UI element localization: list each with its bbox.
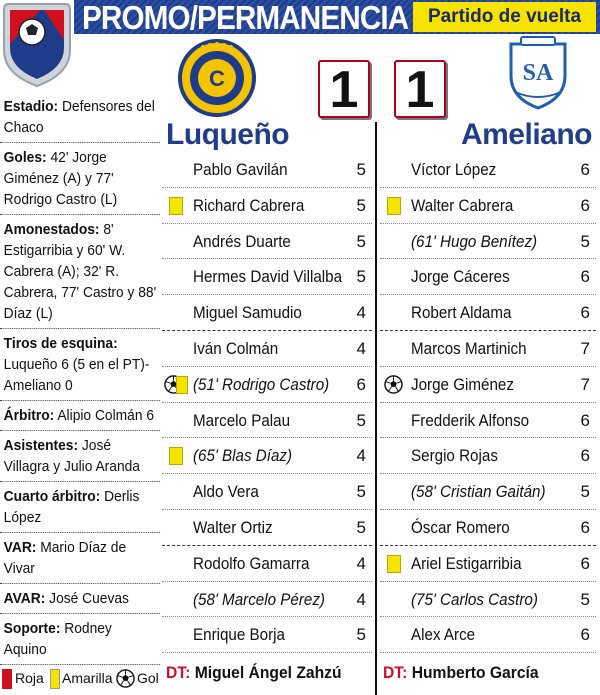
player-row [380,224,596,260]
player-row [380,188,596,224]
player-rating: 5 [356,160,366,179]
player-name: Aldo Vera [193,483,259,502]
info-block [0,143,160,215]
info-text: Mario Díaz de Vivar [3,539,127,577]
info-block [0,533,160,584]
player-name: Robert Aldama [411,304,512,323]
player-row [162,224,372,260]
player-row [162,152,372,188]
player-name: Andrés Duarte [193,232,291,251]
player-rating: 6 [580,625,590,645]
player-row [380,367,596,403]
player-rating: 4 [356,589,366,609]
yellow-card-icon [387,197,401,215]
info-label: AVAR: [3,590,46,607]
info-text: Luqueño 6 (5 en el PT)- Ameliano 0 [3,356,150,394]
player-name: Richard Cabrera [193,196,305,215]
yellow-card-icon [176,376,188,394]
away-coach [383,663,539,683]
player-name: Jorge Cáceres [411,268,510,287]
info-label: Árbitro: [3,407,55,424]
player-rating: 5 [356,482,366,502]
player-row [380,582,596,618]
info-block [0,92,160,143]
player-name: (51' Rodrigo Castro) [193,375,330,394]
player-row [380,403,596,439]
player-rating: 4 [356,446,366,466]
info-text: Defensores del Chaco [3,98,155,136]
player-row [380,152,596,188]
player-name: Miguel Samudio [193,304,302,323]
coach-name: Humberto García [411,663,539,682]
player-rating: 7 [580,374,590,394]
info-text: Alipio Colmán 6 [54,407,155,424]
player-rating: 6 [580,517,590,537]
info-label: VAR: [3,539,37,556]
yellow-card-icon [169,447,183,465]
red-card-icon [2,669,12,689]
ameliano-crest-icon [507,36,569,110]
coach-label: DT: [383,663,408,682]
info-label: Estadio: [3,98,59,115]
info-label: Goles: [3,149,47,166]
player-rating: 4 [356,553,366,573]
player-rating: 5 [356,410,366,430]
coach-name: Miguel Ángel Zahzú [194,663,342,682]
player-name: Enrique Borja [193,626,285,645]
info-label: Soporte: [3,620,61,637]
player-name: Rodolfo Gamarra [193,554,310,573]
info-label: Asistentes: [3,437,79,454]
info-text: 42' Jorge Giménez (A) y 77' Rodrigo Castro (L) [3,149,118,208]
player-row [380,474,596,510]
info-block [0,482,160,533]
player-row [162,367,372,403]
player-rating: 5 [356,267,366,287]
legend [0,662,162,695]
player-rating: 5 [580,589,590,609]
player-row [162,438,372,474]
apf-logo [0,0,74,88]
home-team-name: Luqueño [166,118,290,151]
player-name: Víctor López [411,161,497,179]
player-row [162,331,372,367]
home-lineup [162,152,372,653]
player-rating: 6 [580,195,590,215]
player-rating: 6 [580,446,590,466]
info-block [0,431,160,482]
column-divider [375,122,377,695]
player-name: Walter Ortiz [193,518,273,537]
player-rating: 6 [580,410,590,430]
player-row [162,474,372,510]
away-team-name: Ameliano [460,118,592,151]
player-name: (58' Cristian Gaitán) [411,483,546,502]
player-rating: 7 [580,338,590,358]
home-score: 1 [318,60,370,118]
player-rating: 4 [356,338,366,358]
player-rating: 5 [356,195,366,215]
luqueno-crest-icon [178,38,256,118]
info-label: Tiros de esquina: [3,335,118,352]
player-name: Hermes David Villalba [193,268,343,287]
home-coach [166,663,342,683]
player-row [162,617,372,653]
coach-label: DT: [166,663,191,682]
player-name: Alex Arce [411,626,476,645]
player-row [162,510,372,546]
player-row [162,188,372,224]
info-block [0,584,160,614]
player-row [380,546,596,582]
player-row [162,582,372,618]
info-text: José Cuevas [45,590,129,607]
player-name: Óscar Romero [411,518,510,537]
player-row [380,259,596,295]
player-row [162,295,372,331]
match-leg-badge: Partido de vuelta [413,2,596,32]
page-title: PROMO/PERMANENCIA [82,0,409,36]
player-rating: 6 [356,374,366,394]
player-name: (75' Carlos Castro) [411,590,538,609]
player-name: Ariel Estigarribia [411,554,522,573]
player-name: Marcos Martinich [411,339,527,358]
player-row [380,510,596,546]
info-block [0,329,160,401]
match-info [0,92,160,665]
player-name: Fredderik Alfonso [411,411,530,430]
player-rating: 5 [580,482,590,502]
yellow-card-icon [50,669,60,689]
away-lineup [380,152,596,653]
legend-yellow-label: Amarilla [62,670,113,686]
ball-icon [116,669,135,688]
info-text: Rodney Aquino [3,620,112,658]
info-block [0,614,160,665]
info-text: 8' Estigarribia y 60' W. Cabrera (A); 32' R. Cabrera, 77' Castro y 88' Díaz (L) [3,221,157,322]
player-rating: 5 [356,517,366,537]
player-name: Jorge Giménez [411,375,514,394]
info-block [0,215,160,329]
info-text: Derlis López [3,488,140,526]
player-row [162,546,372,582]
player-row [380,295,596,331]
player-name: Pablo Gavilán [193,161,288,179]
legend-goal-label: Gol [137,670,159,686]
yellow-card-icon [387,555,401,573]
info-block [0,401,160,431]
player-name: (58' Marcelo Pérez) [193,590,325,609]
player-row [380,331,596,367]
player-rating: 4 [356,303,366,323]
player-rating: 6 [580,267,590,287]
player-row [162,403,372,439]
player-rating: 6 [580,160,590,179]
svg-text:SA: SA [522,60,554,86]
info-label: Cuarto árbitro: [3,488,101,505]
player-rating: 5 [580,231,590,251]
player-row [380,617,596,653]
player-rating: 6 [580,303,590,323]
player-name: (65' Blas Díaz) [193,447,293,466]
player-row [162,259,372,295]
ball-icon [384,375,403,394]
player-name: Iván Colmán [193,339,279,358]
player-name: (61' Hugo Benítez) [411,232,538,251]
player-rating: 6 [580,553,590,573]
svg-text:C: C [209,66,225,91]
player-row [380,438,596,474]
player-rating: 5 [356,625,366,645]
away-score: 1 [394,60,446,118]
player-name: Sergio Rojas [411,447,498,466]
info-text: José Villagra y Julio Aranda [3,437,140,475]
info-label: Amonestados: [3,221,100,238]
player-name: Marcelo Palau [193,411,291,430]
yellow-card-icon [169,197,183,215]
player-rating: 5 [356,231,366,251]
legend-red-label: Roja [15,670,44,686]
player-name: Walter Cabrera [411,196,514,215]
